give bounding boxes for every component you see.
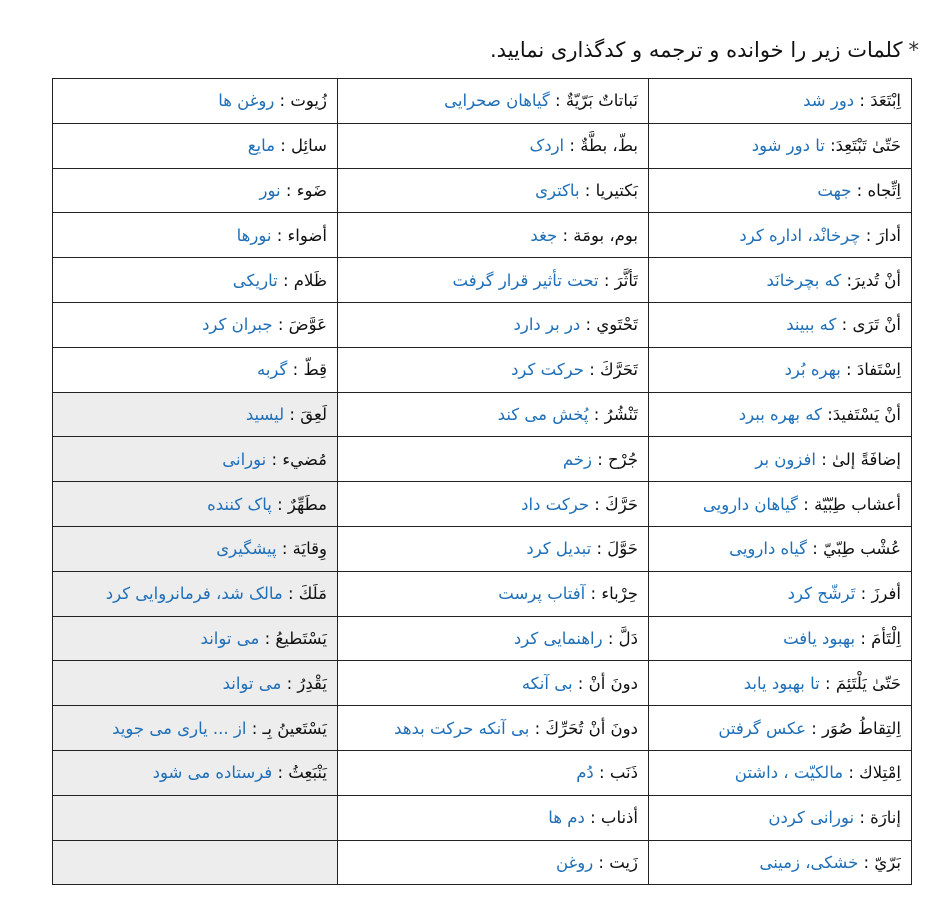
- table-row: [53, 392, 912, 437]
- arabic-word: أذناب: [600, 808, 638, 828]
- table-row: [53, 213, 912, 258]
- persian-translation: تَرشّح کرد: [787, 584, 856, 604]
- separator: :: [821, 404, 833, 424]
- separator: :: [280, 180, 297, 200]
- vocab-cell: [649, 795, 912, 840]
- vocab-cell: [338, 258, 649, 303]
- separator: :: [855, 628, 872, 648]
- arabic-word: لَعِقَ: [300, 404, 327, 424]
- separator: :: [271, 494, 288, 514]
- arabic-word: زَیت: [609, 852, 638, 872]
- arabic-word: مُضيء: [282, 449, 327, 469]
- persian-translation: که ببیند: [786, 315, 837, 335]
- persian-translation: گیاه دارویی: [729, 539, 808, 559]
- arabic-word: ظَلام: [293, 270, 327, 290]
- vocab-cell: [649, 616, 912, 661]
- persian-translation: فرستاده می شود: [152, 763, 273, 783]
- heading-text: کلمات زیر را خوانده و ترجمه و کدگذاری نمایید.: [489, 38, 903, 62]
- persian-translation: پُخش می کند: [497, 404, 589, 424]
- persian-translation: می تواند: [222, 673, 282, 693]
- separator: :: [593, 852, 610, 872]
- separator: :: [584, 808, 601, 828]
- vocab-cell: [649, 213, 912, 258]
- persian-translation: لیسید: [245, 404, 285, 424]
- persian-translation: راهنمایی کرد: [513, 628, 603, 648]
- persian-translation: مایع: [247, 136, 275, 156]
- vocabulary-table: [52, 78, 912, 885]
- vocab-cell: [53, 258, 338, 303]
- separator: :: [287, 360, 304, 380]
- arabic-word: ذَنَب: [609, 763, 638, 783]
- persian-translation: پاک کننده: [207, 494, 272, 514]
- vocab-cell: [53, 302, 338, 347]
- table-row: [53, 616, 912, 661]
- separator: :: [836, 315, 853, 335]
- arabic-word: عُشْب طِبّيّ: [823, 539, 901, 559]
- arabic-word: دونَ أنْ: [588, 673, 638, 693]
- persian-translation: گیاهان دارویی: [702, 494, 799, 514]
- worksheet-heading: [40, 38, 919, 62]
- vocab-cell: [338, 392, 649, 437]
- arabic-word: تَحَرَّكَ: [600, 360, 638, 380]
- separator: :: [588, 404, 605, 424]
- persian-translation: دم ها: [548, 808, 585, 828]
- table-row: [53, 750, 912, 795]
- separator: :: [824, 136, 836, 156]
- arabic-word: جُرْح: [608, 449, 638, 469]
- vocab-cell: [649, 347, 912, 392]
- vocab-cell: [338, 437, 649, 482]
- persian-translation: تا بهبود یابد: [743, 673, 820, 693]
- separator: :: [855, 584, 872, 604]
- table-row: [53, 347, 912, 392]
- table-row: [53, 168, 912, 213]
- table-row: [53, 258, 912, 303]
- vocab-cell: [649, 437, 912, 482]
- persian-translation: جبران کرد: [202, 315, 273, 335]
- separator: :: [602, 628, 619, 648]
- separator: :: [529, 718, 546, 738]
- persian-translation: حرکت کرد: [511, 360, 584, 380]
- separator: :: [591, 449, 609, 469]
- separator: :: [277, 270, 294, 290]
- arabic-word: عَوَّضَ: [288, 315, 327, 335]
- persian-translation: اردک: [529, 136, 565, 156]
- persian-translation: بهره بُرد: [784, 360, 841, 380]
- vocab-cell: [53, 482, 338, 527]
- vocab-cell: [53, 437, 338, 482]
- table-row: [53, 437, 912, 482]
- vocab-cell: [338, 526, 649, 571]
- separator: :: [807, 539, 824, 559]
- separator: :: [589, 494, 606, 514]
- arabic-word: بَکتیریا: [595, 180, 638, 200]
- separator: :: [843, 763, 860, 783]
- vocab-cell: [53, 706, 338, 751]
- separator: :: [266, 449, 283, 469]
- separator: :: [564, 136, 581, 156]
- persian-translation: دور شد: [803, 91, 855, 111]
- table-row: [53, 840, 912, 885]
- persian-translation: تاریکی: [232, 270, 278, 290]
- arabic-word: حَتّیٰ یَلْتَئِمَ: [835, 673, 901, 693]
- arabic-word: حِرْباء: [601, 584, 638, 604]
- arabic-word: اِلتِقاطُ صُوَر: [822, 718, 901, 738]
- separator: :: [579, 180, 596, 200]
- arabic-word: أعشاب طِبّیّة: [814, 494, 901, 514]
- persian-translation: بهبود یافت: [783, 628, 856, 648]
- persian-translation: جغد: [530, 225, 558, 245]
- separator: :: [281, 673, 298, 693]
- separator: :: [854, 808, 871, 828]
- separator: :: [851, 180, 868, 200]
- vocab-cell: [338, 750, 649, 795]
- vocab-cell: [649, 302, 912, 347]
- separator: :: [284, 404, 301, 424]
- vocab-cell: [53, 616, 338, 661]
- persian-translation: که بهره ببرد: [738, 404, 822, 424]
- separator: :: [815, 449, 833, 469]
- arabic-word: اِلْتَأمَ: [871, 628, 901, 648]
- vocab-cell: [338, 795, 649, 840]
- vocabulary-table-body: [53, 79, 912, 885]
- persian-translation: گیاهان صحرایی: [444, 91, 550, 111]
- separator: :: [860, 225, 877, 245]
- arabic-word: أنْ تَرَی: [852, 315, 901, 335]
- vocab-cell: [53, 795, 338, 840]
- arabic-word: حَرَّكَ: [605, 494, 638, 514]
- persian-translation: می تواند: [200, 628, 260, 648]
- vocab-cell: [338, 661, 649, 706]
- vocab-cell: [338, 616, 649, 661]
- persian-translation: باکتری: [535, 180, 580, 200]
- persian-translation: در بر دارد: [513, 315, 581, 335]
- vocab-cell: [53, 571, 338, 616]
- vocab-cell: [649, 168, 912, 213]
- persian-translation: دُم: [576, 763, 594, 783]
- persian-translation: مالکیّت ، داشتن: [734, 763, 844, 783]
- table-row: [53, 79, 912, 124]
- arabic-word: یَسْتَعینُ بِـ: [262, 718, 327, 738]
- vocab-cell: [649, 526, 912, 571]
- separator: :: [572, 673, 589, 693]
- arabic-word: تَأثَّرَ: [614, 270, 638, 290]
- persian-translation: مالک شد، فرمانروایی کرد: [105, 584, 283, 604]
- vocab-cell: [338, 706, 649, 751]
- vocab-cell: [53, 79, 338, 124]
- table-row: [53, 795, 912, 840]
- separator: :: [282, 584, 299, 604]
- arabic-word: حَتّیٰ تَبْتَعِدَ: [835, 136, 901, 156]
- arabic-word: ضَوء: [296, 180, 327, 200]
- persian-translation: بی آنکه حرکت بدهد: [394, 718, 530, 738]
- arabic-word: حَوَّلَ: [607, 539, 638, 559]
- arabic-word: اِسْتَفادَ: [856, 360, 901, 380]
- arabic-word: اِمْتِلاك: [859, 763, 901, 783]
- persian-translation: نورانی: [222, 449, 267, 469]
- arabic-word: تَحْتَوي: [596, 315, 638, 335]
- separator: :: [598, 270, 615, 290]
- arabic-word: سائِل: [291, 136, 327, 156]
- vocab-cell: [338, 79, 649, 124]
- persian-translation: افزون بر: [755, 449, 816, 469]
- arabic-word: یَنْبَعِثُ: [288, 763, 327, 783]
- vocab-cell: [338, 571, 649, 616]
- persian-translation: تبدیل کرد: [526, 539, 592, 559]
- vocab-cell: [338, 213, 649, 258]
- vocab-cell: [338, 168, 649, 213]
- vocab-cell: [53, 123, 338, 168]
- arabic-word: أدارَ: [876, 225, 901, 245]
- arabic-word: أنْ یَسْتَفیدَ: [832, 404, 901, 424]
- persian-translation: عکس گرفتن: [718, 718, 806, 738]
- vocab-cell: [53, 526, 338, 571]
- vocab-cell: [649, 571, 912, 616]
- vocab-cell: [649, 840, 912, 885]
- table-row: [53, 661, 912, 706]
- separator: :: [819, 673, 836, 693]
- persian-translation: حرکت داد: [521, 494, 590, 514]
- arabic-word: قِطّ: [303, 360, 327, 380]
- vocab-cell: [649, 750, 912, 795]
- persian-translation: آفتاب پرست: [498, 584, 586, 604]
- arabic-word: مطَهِّرٌ: [287, 494, 327, 514]
- arabic-word: بطّ، بطَّةٌ: [580, 136, 638, 156]
- arabic-word: یَقْدِرُ: [297, 673, 327, 693]
- arabic-word: اِتِّجاه: [867, 180, 901, 200]
- vocab-cell: [338, 347, 649, 392]
- table-row: [53, 123, 912, 168]
- persian-translation: تحت تأثیر قرار گرفت: [452, 270, 599, 290]
- vocab-cell: [338, 840, 649, 885]
- vocab-cell: [649, 706, 912, 751]
- separator: :: [591, 539, 608, 559]
- separator: :: [272, 763, 289, 783]
- arabic-word: یَسْتَطیعُ: [275, 628, 327, 648]
- vocab-cell: [53, 750, 338, 795]
- arabic-word: نَباتاتٌ بَرّیّةٌ: [565, 91, 638, 111]
- table-row: [53, 526, 912, 571]
- separator: :: [271, 225, 288, 245]
- separator: :: [557, 225, 574, 245]
- separator: :: [585, 584, 602, 604]
- persian-translation: نورانی کردن: [768, 808, 855, 828]
- arabic-word: إضافَةً إلیٰ: [832, 449, 901, 469]
- vocab-cell: [53, 392, 338, 437]
- vocab-cell: [53, 213, 338, 258]
- vocab-cell: [53, 840, 338, 885]
- separator: :: [580, 315, 597, 335]
- persian-translation: روغن ها: [218, 91, 275, 111]
- vocab-cell: [53, 347, 338, 392]
- persian-translation: بی آنکه: [521, 673, 573, 693]
- arabic-word: أفرزَ: [871, 584, 901, 604]
- separator: :: [858, 852, 875, 872]
- table-row: [53, 302, 912, 347]
- separator: :: [549, 91, 566, 111]
- separator: :: [805, 718, 823, 738]
- separator: :: [246, 718, 263, 738]
- vocab-cell: [649, 482, 912, 527]
- persian-translation: که بچرخانَد: [766, 270, 842, 290]
- persian-translation: پیشگیری: [216, 539, 277, 559]
- vocab-cell: [649, 258, 912, 303]
- vocab-cell: [338, 482, 649, 527]
- separator: :: [583, 360, 601, 380]
- arabic-word: بوم، بومَة: [573, 225, 638, 245]
- persian-translation: جهت: [817, 180, 852, 200]
- persian-translation: چرخانْد، اداره کرد: [739, 225, 861, 245]
- vocab-cell: [649, 392, 912, 437]
- arabic-word: دونَ أنْ تُحَرِّكَ: [545, 718, 638, 738]
- arabic-word: إنارَة: [870, 808, 901, 828]
- vocab-cell: [53, 661, 338, 706]
- asterisk-icon: *: [908, 38, 919, 62]
- table-row: [53, 482, 912, 527]
- separator: :: [274, 91, 291, 111]
- persian-translation: نور: [259, 180, 281, 200]
- separator: :: [276, 539, 293, 559]
- persian-translation: روغن: [556, 852, 594, 872]
- arabic-word: أضواء: [287, 225, 327, 245]
- vocab-cell: [338, 302, 649, 347]
- separator: :: [798, 494, 815, 514]
- vocab-cell: [338, 123, 649, 168]
- arabic-word: اِبْتَعَدَ: [870, 91, 901, 111]
- vocab-cell: [649, 661, 912, 706]
- persian-translation: خشکی، زمینی: [759, 852, 859, 872]
- vocab-cell: [649, 79, 912, 124]
- persian-translation: گربه: [256, 360, 288, 380]
- table-row: [53, 571, 912, 616]
- persian-translation: نورها: [236, 225, 272, 245]
- separator: :: [274, 136, 292, 156]
- persian-translation: زخم: [562, 449, 592, 469]
- arabic-word: بَرّيّ: [874, 852, 901, 872]
- persian-translation: از ... یاری می جوید: [112, 718, 247, 738]
- arabic-word: مَلَكَ: [298, 584, 327, 604]
- arabic-word: وِقایَة: [292, 539, 327, 559]
- separator: :: [854, 91, 871, 111]
- arabic-word: تَنْشُرُ: [604, 404, 638, 424]
- arabic-word: أنْ تُدیرَ: [852, 270, 901, 290]
- separator: :: [840, 360, 857, 380]
- arabic-word: دَلَّ: [618, 628, 638, 648]
- separator: :: [841, 270, 853, 290]
- persian-translation: تا دور شود: [751, 136, 825, 156]
- separator: :: [593, 763, 610, 783]
- vocab-cell: [649, 123, 912, 168]
- arabic-word: زُیوت: [290, 91, 327, 111]
- table-row: [53, 706, 912, 751]
- separator: :: [272, 315, 289, 335]
- separator: :: [259, 628, 276, 648]
- vocab-cell: [53, 168, 338, 213]
